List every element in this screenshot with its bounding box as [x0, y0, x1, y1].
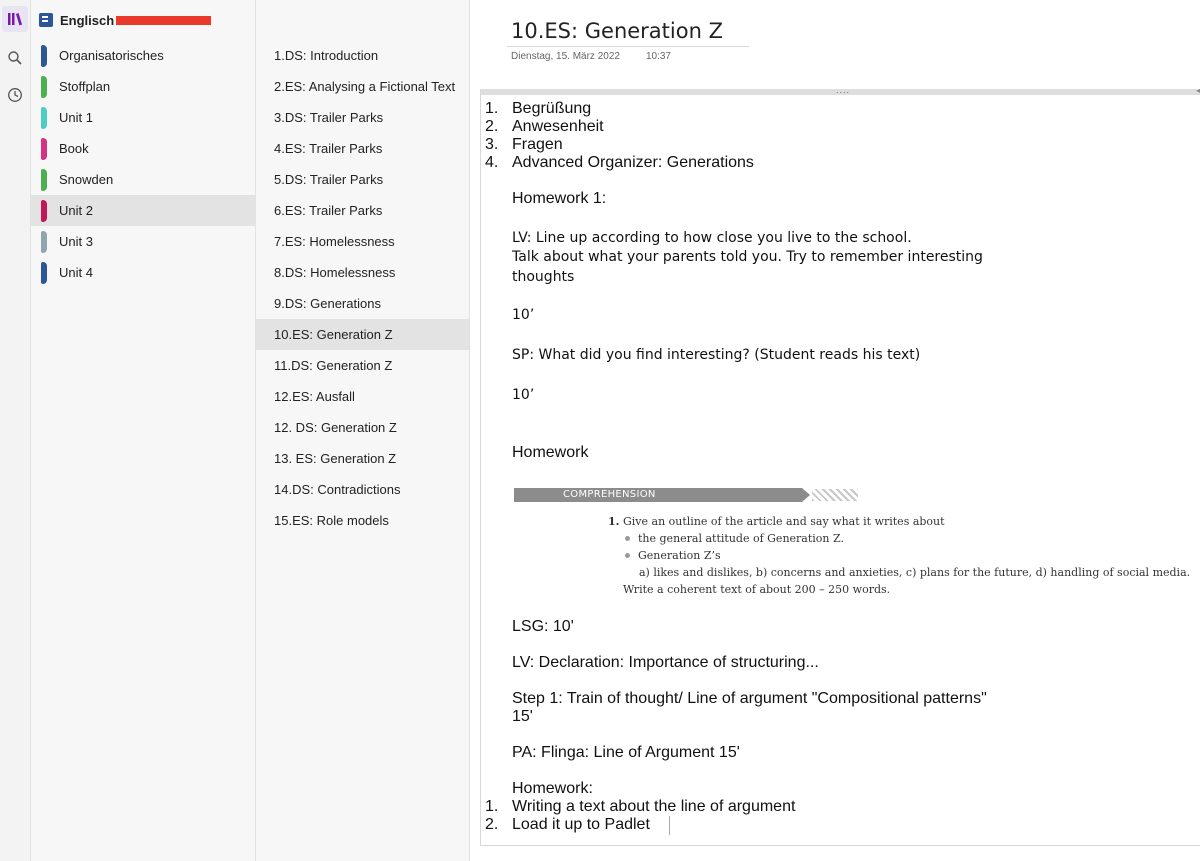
section-label: Unit 4 [59, 265, 93, 280]
section-item[interactable] [31, 133, 255, 164]
note-text: PA: Flinga: Line of Argument 15' [512, 744, 740, 761]
homework-heading: Homework [512, 444, 589, 461]
section-item[interactable] [31, 71, 255, 102]
exercise-number: 1. [608, 515, 620, 528]
note-text: Talk about what your parents told you. Try to remember interesting [512, 249, 983, 265]
container-handle-bar[interactable] [481, 85, 1200, 95]
note-text: LV: Line up according to how close you live to the school. [512, 230, 912, 246]
exercise-instruction: Write a coherent text of about 200 – 250 words. [623, 583, 891, 596]
section-label: Unit 1 [59, 110, 93, 125]
section-item[interactable] [31, 257, 255, 288]
section-color-tab [41, 107, 47, 129]
page-date: Dienstag, 15. März 2022 [511, 51, 620, 62]
note-text: thoughts [512, 269, 575, 285]
container-resize-icon[interactable]: ◂ [1195, 86, 1200, 95]
exercise-question: Give an outline of the article and say what it writes about [623, 515, 945, 528]
section-color-tab [41, 169, 47, 191]
page-item[interactable]: 9.DS: Generations [274, 296, 381, 311]
list-item: Fragen [512, 136, 563, 153]
page-item[interactable]: 10.ES: Generation Z [256, 319, 469, 350]
section-item[interactable] [31, 102, 255, 133]
bullet-dot [625, 553, 630, 558]
exercise-bullet: the general attitude of Generation Z. [638, 532, 844, 545]
section-color-tab [41, 45, 47, 67]
page-item[interactable]: 13. ES: Generation Z [274, 451, 397, 466]
page-item[interactable]: 2.ES: Analysing a Fictional Text [274, 79, 456, 94]
page-title[interactable]: 10.ES: Generation Z [511, 19, 723, 43]
notebooks-icon[interactable] [2, 6, 28, 32]
list-number: 2. [485, 118, 499, 135]
page-item[interactable]: 6.ES: Trailer Parks [274, 203, 383, 218]
list-item: Advanced Organizer: Generations [512, 154, 754, 171]
page-meta [511, 51, 671, 62]
notebook-name: Englisch [60, 12, 115, 28]
list-number: 3. [485, 136, 499, 153]
note-text: LV: Declaration: Importance of structuring... [512, 654, 819, 671]
section-label: Organisatorisches [59, 48, 164, 63]
pages-list [256, 40, 469, 536]
notebook-icon [39, 13, 53, 27]
search-icon[interactable] [2, 45, 28, 71]
time-note: 10’ [512, 387, 535, 403]
section-item[interactable] [31, 195, 255, 226]
page-canvas[interactable] [470, 0, 1200, 861]
section-item[interactable] [31, 164, 255, 195]
note-text: Step 1: Train of thought/ Line of argument "Compositional patterns" [512, 690, 987, 707]
page-item[interactable]: 12.ES: Ausfall [274, 389, 355, 404]
exercise-bullet: Generation Z’s [638, 549, 721, 562]
container-handle[interactable]: .... [836, 85, 851, 95]
sections-list [31, 40, 255, 288]
list-item: Load it up to Padlet [512, 816, 650, 833]
page-item[interactable]: 12. DS: Generation Z [274, 420, 397, 435]
section-label: Stoffplan [59, 79, 111, 94]
notebook-header[interactable] [31, 0, 255, 40]
page-item[interactable]: 14.DS: Contradictions [274, 482, 401, 497]
redaction-mark [116, 16, 211, 25]
section-label: Snowden [59, 172, 114, 187]
list-number: 4. [485, 154, 499, 171]
time-note: 10’ [512, 307, 535, 323]
list-item: Writing a text about the line of argument [512, 798, 796, 815]
section-color-tab [41, 76, 47, 98]
section-item[interactable] [31, 226, 255, 257]
banner-hatch [812, 489, 858, 501]
page-item[interactable]: 1.DS: Introduction [274, 48, 379, 63]
note-text: 15' [512, 708, 533, 725]
note-container[interactable] [480, 85, 1200, 846]
section-color-tab [41, 138, 47, 160]
page-item[interactable]: 15.ES: Role models [274, 513, 389, 528]
list-number: 2. [485, 816, 499, 833]
section-color-tab [41, 262, 47, 284]
recent-clock-icon[interactable] [2, 82, 28, 108]
page-item[interactable]: 4.ES: Trailer Parks [274, 141, 383, 156]
comprehension-banner [514, 488, 802, 502]
page-item[interactable]: 3.DS: Trailer Parks [274, 110, 384, 125]
section-label: Unit 2 [59, 203, 93, 218]
list-number: 1. [485, 100, 499, 117]
section-item[interactable] [31, 40, 255, 71]
section-label: Book [59, 141, 89, 156]
page-item[interactable]: 7.ES: Homelessness [274, 234, 395, 249]
section-label: Unit 3 [59, 234, 93, 249]
bullet-dot [625, 536, 630, 541]
list-item: Begrüßung [512, 100, 592, 117]
page-item[interactable]: 5.DS: Trailer Parks [274, 172, 384, 187]
pages-pane [256, 0, 470, 861]
section-color-tab [41, 200, 47, 222]
title-divider [507, 46, 749, 47]
homework-heading: Homework: [512, 780, 593, 797]
nav-rail [0, 0, 31, 861]
comprehension-label: COMPREHENSION [563, 489, 656, 500]
section-color-tab [41, 231, 47, 253]
page-item[interactable]: 11.DS: Generation Z [274, 358, 393, 373]
text-cursor [669, 816, 670, 835]
sections-pane [31, 0, 256, 861]
homework-heading: Homework 1: [512, 190, 607, 207]
embedded-exercise-image[interactable] [513, 487, 1191, 602]
note-text: LSG: 10' [512, 618, 574, 635]
exercise-subitems: a) likes and dislikes, b) concerns and anxieties, c) plans for the future, d) handling of social media. [639, 566, 1191, 579]
list-item: Anwesenheit [512, 118, 604, 135]
note-text: SP: What did you find interesting? (Student reads his text) [512, 347, 921, 363]
page-time: 10:37 [645, 51, 671, 62]
list-number: 1. [485, 798, 499, 815]
page-item[interactable]: 8.DS: Homelessness [274, 265, 396, 280]
